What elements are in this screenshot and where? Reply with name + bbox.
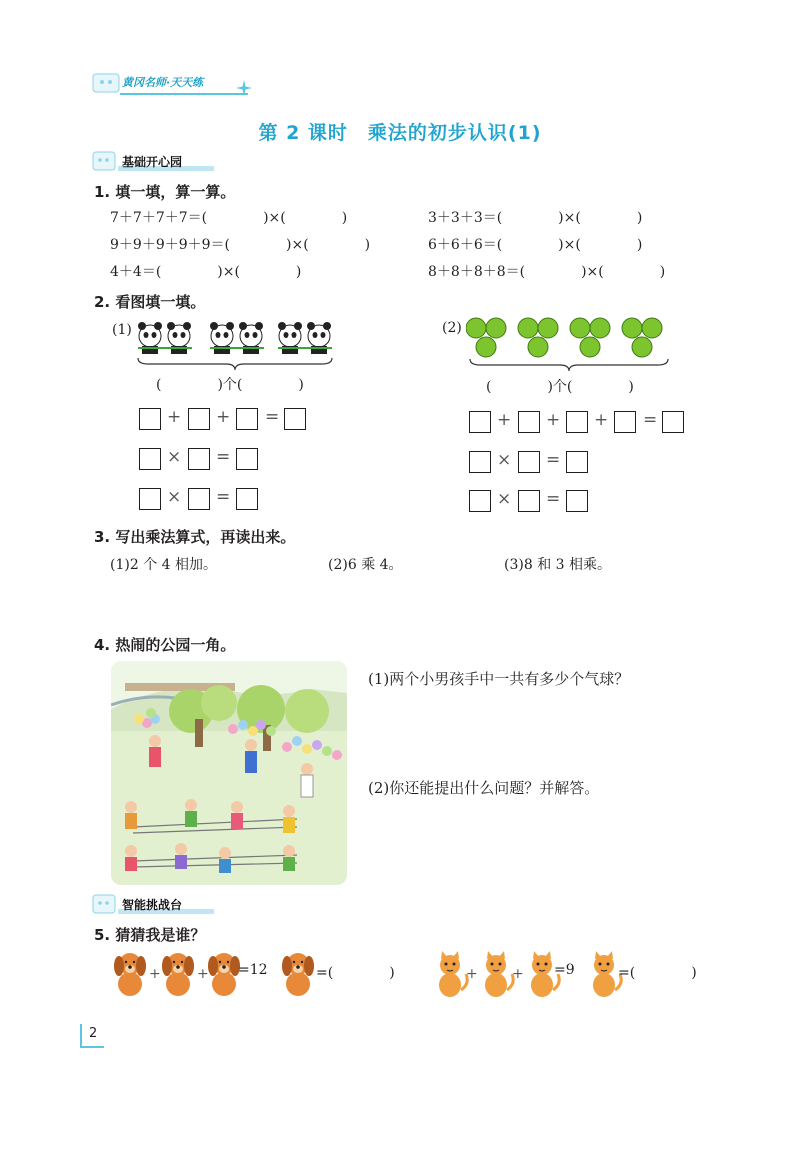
answer-box[interactable] [662,411,684,433]
q3-title: 3. 写出乘法算式，再读出来。 [94,528,296,546]
equals-sign: = [643,410,658,430]
plus-sign: + [197,966,209,982]
panda-icon [138,322,162,354]
q1-right-3: 8＋8＋8＋8＝( )×( ) [428,264,666,280]
q2-part2-label: (2) [442,320,462,336]
equals-sign: = [216,447,231,467]
ball-group-icon [518,318,558,357]
q1-right-1: 3＋3＋3＝( )×( ) [428,210,643,226]
page-number-box [80,1024,104,1048]
answer-box[interactable] [236,488,258,510]
times-sign: × [497,450,512,470]
section-tag-challenge [92,893,222,915]
panda-group-3 [276,318,334,360]
q4-title: 4. 热闹的公园一角。 [94,636,236,654]
section-label: 基础开心园 [122,155,183,169]
cat-sum: =9 [554,962,575,978]
answer-box[interactable] [518,490,540,512]
equals-sign: = [265,407,280,427]
plus-sign: + [512,966,524,982]
answer-box[interactable] [518,451,540,473]
q3-item-1: (1)2 个 4 相加。 [110,557,217,573]
star-icon [236,80,252,100]
q3-item-3: (3)8 和 3 相乘。 [504,557,611,573]
dog-sum: =12 [238,962,268,978]
panda-icon [278,322,302,354]
times-sign: × [167,487,182,507]
dog-icon [110,950,150,1002]
header-underline [120,93,248,95]
dog-answer: =( ) [316,965,395,981]
panda-icon [239,322,263,354]
q1-left-1: 7＋7＋7＋7＝( )×( ) [110,210,348,226]
answer-box[interactable] [139,408,161,430]
panda-icon [167,322,191,354]
answer-box[interactable] [469,490,491,512]
plus-sign: + [546,410,561,430]
plus-sign: + [594,410,609,430]
plus-sign: + [497,410,512,430]
answer-box[interactable] [188,448,210,470]
cat-icon [476,950,516,1002]
q4-sub1: (1)两个小男孩手中一共有多少个气球？ [368,670,630,688]
bear-icon [92,150,118,172]
q3-item-2: (2)6 乘 4。 [328,557,403,573]
dog-icon [278,950,318,1002]
q2-title: 2. 看图填一填。 [94,293,206,311]
q2-part1-group-text: ( )个( ) [156,377,304,393]
ball-group-icon [570,318,610,357]
answer-box[interactable] [469,451,491,473]
q2-part2-group-text: ( )个( ) [486,379,634,395]
page-number: 2 [89,1026,98,1041]
ball-group-icon [466,318,506,357]
bear-icon [92,893,118,915]
section-tag-basic [92,150,222,172]
answer-box[interactable] [188,488,210,510]
plus-sign: + [216,407,231,427]
equals-sign: = [546,489,561,509]
equals-sign: = [216,487,231,507]
answer-box[interactable] [566,451,588,473]
cat-answer: =( ) [618,965,697,981]
cat-icon [430,950,470,1002]
q4-sub2: (2)你还能提出什么问题？并解答。 [368,779,600,797]
lesson-title: 第 2 课时 乘法的初步认识(1) [258,122,542,144]
series-name: 黄冈名师·天天练 [122,76,204,89]
brace-1 [136,356,334,376]
answer-box[interactable] [566,411,588,433]
times-sign: × [497,489,512,509]
answer-box[interactable] [469,411,491,433]
answer-box[interactable] [188,408,210,430]
equals-sign: = [546,450,561,470]
q1-left-2: 9＋9＋9＋9＋9＝( )×( ) [110,237,371,253]
panda-icon [210,322,234,354]
answer-box[interactable] [236,448,258,470]
plus-sign: + [149,966,161,982]
q5-title: 5. 猜猜我是谁？ [94,926,206,944]
answer-box[interactable] [139,488,161,510]
ball-group-icon [622,318,662,357]
answer-box[interactable] [284,408,306,430]
panda-group-1 [136,318,194,360]
q1-right-2: 6＋6＋6＝( )×( ) [428,237,643,253]
section-label: 智能挑战台 [122,898,183,912]
panda-icon [307,322,331,354]
times-sign: × [167,447,182,467]
panda-group-2 [208,318,266,360]
answer-box[interactable] [566,490,588,512]
park-illustration [111,661,347,889]
q2-part1-label: (1) [112,322,132,338]
q1-left-3: 4＋4＝( )×( ) [110,264,302,280]
answer-box[interactable] [518,411,540,433]
plus-sign: + [167,407,182,427]
brace-2 [468,357,670,377]
answer-box[interactable] [139,448,161,470]
answer-box[interactable] [236,408,258,430]
plus-sign: + [466,966,478,982]
dog-icon [158,950,198,1002]
q1-title: 1. 填一填，算一算。 [94,183,236,201]
answer-box[interactable] [614,411,636,433]
